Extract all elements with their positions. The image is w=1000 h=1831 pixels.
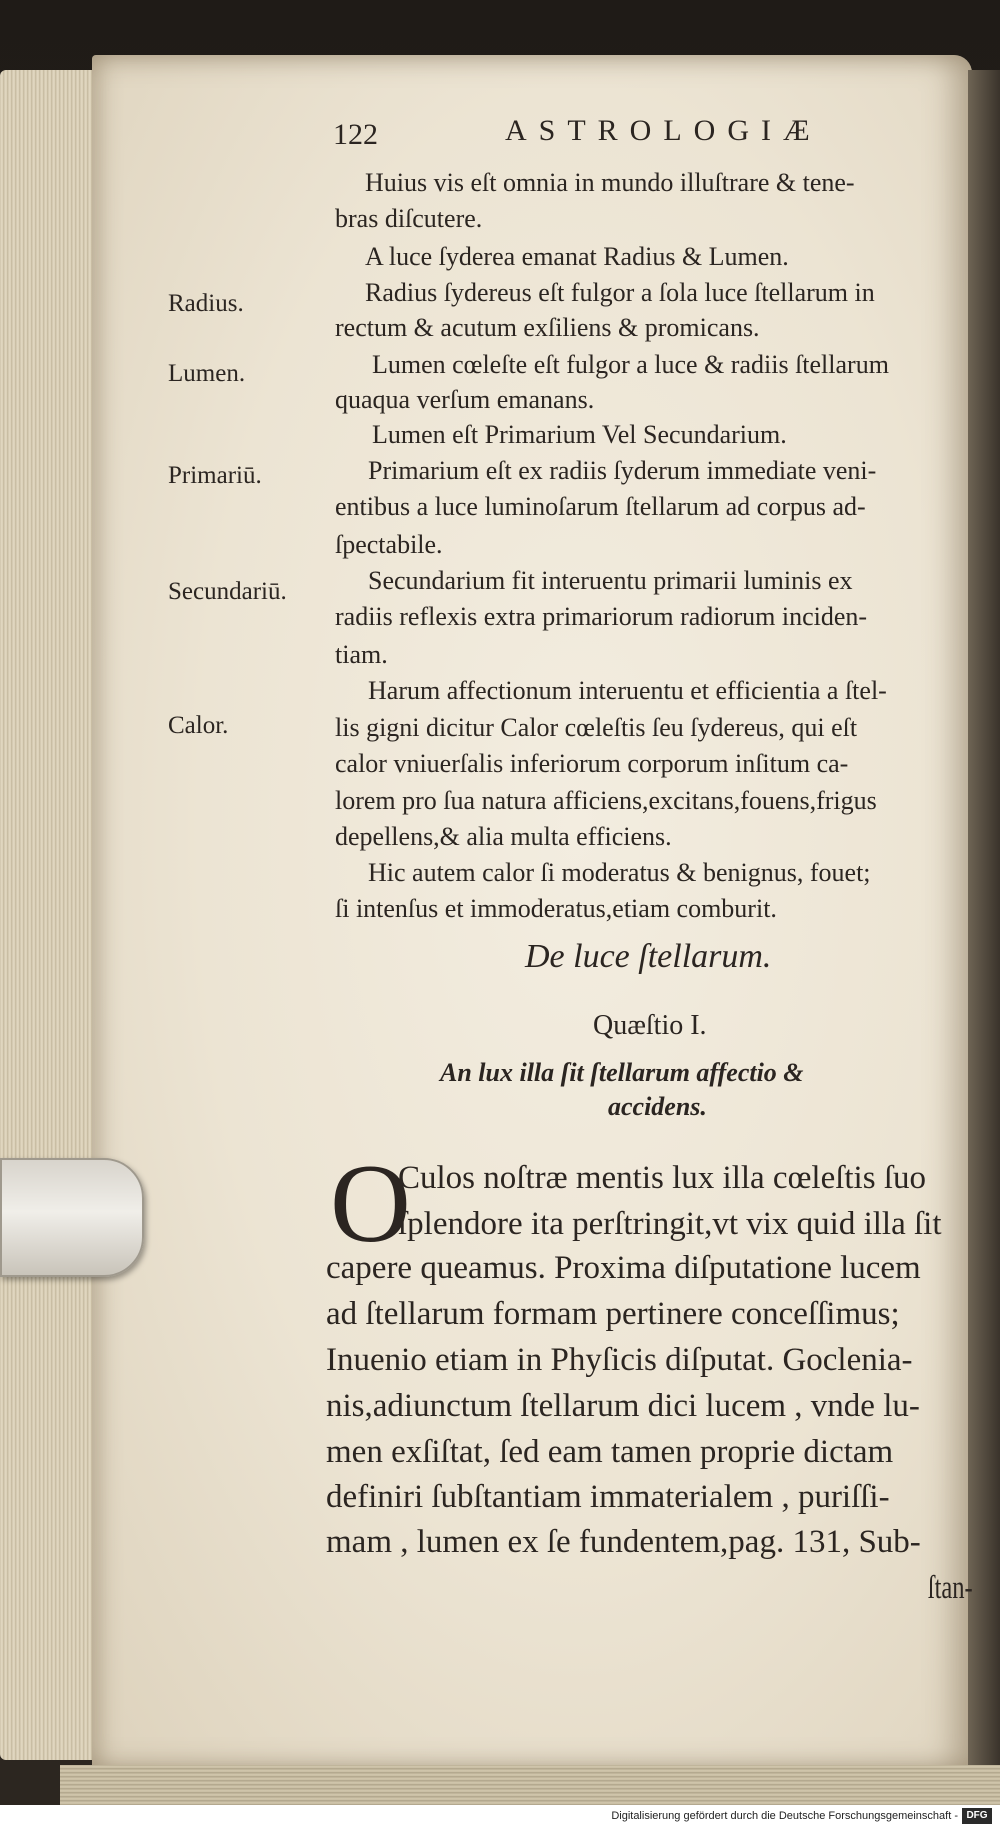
text-line: Radius ſydereus eſt fulgor a ſola luce ſtellarum in bbox=[365, 278, 875, 307]
text-line: Secundarium fit interuentu primarii luminis ex bbox=[368, 566, 853, 595]
text-line: tiam. bbox=[335, 640, 388, 669]
text-line: bras diſcutere. bbox=[335, 204, 483, 233]
dfg-logo: DFG bbox=[962, 1808, 992, 1824]
margin-note-primarium: Primariū. bbox=[168, 462, 262, 489]
text-line: ſpectabile. bbox=[335, 530, 443, 559]
text-line: Huius vis eſt omnia in mundo illuſtrare & tene- bbox=[365, 168, 855, 197]
question-title: An lux illa ſit ſtellarum affectio & bbox=[440, 1058, 804, 1087]
text-line: lis gigni dicitur Calor cœleſtis ſeu ſydereus, qui eſt bbox=[335, 713, 858, 742]
text-line: entibus a luce luminoſarum ſtellarum ad corpus ad- bbox=[335, 492, 866, 521]
body-line: Inuenio etiam in Phyſicis diſputat. Goclenia- bbox=[326, 1342, 913, 1378]
margin-note-calor: Calor. bbox=[168, 712, 229, 739]
question-title-continued: accidens. bbox=[608, 1092, 707, 1121]
drop-cap: O bbox=[330, 1142, 411, 1266]
text-line: lorem pro ſua natura afficiens,excitans,fouens,frigus bbox=[335, 786, 877, 815]
margin-note-radius: Radius. bbox=[168, 290, 244, 317]
margin-note-lumen: Lumen. bbox=[168, 360, 246, 387]
body-line: ſplendore ita perſtringit,vt vix quid illa ſit bbox=[398, 1206, 942, 1242]
text-line: radiis reflexis extra primariorum radiorum inciden- bbox=[335, 602, 868, 631]
page-stack-bottom bbox=[60, 1765, 1000, 1805]
body-line: definiri ſubſtantiam immaterialem , puriſſi- bbox=[326, 1479, 890, 1515]
book-clip bbox=[0, 1158, 144, 1277]
section-title: De luce ſtellarum. bbox=[525, 938, 772, 975]
text-line: Lumen eſt Primarium Vel Secundarium. bbox=[372, 420, 787, 449]
page-number: 122 bbox=[333, 118, 378, 151]
margin-note-secundarium: Secundariū. bbox=[168, 578, 287, 605]
body-line: capere queamus. Proxima diſputatione lucem bbox=[326, 1250, 921, 1286]
body-line: Culos noſtræ mentis lux illa cœleſtis ſuo bbox=[398, 1160, 926, 1196]
body-line: nis,adiunctum ſtellarum dici lucem , vnde lu- bbox=[326, 1388, 920, 1424]
text-line: ſi intenſus et immoderatus,etiam comburit. bbox=[335, 894, 777, 923]
running-head: ASTROLOGIÆ bbox=[505, 114, 822, 147]
body-line-catchword: ſtan- bbox=[927, 1570, 973, 1606]
text-line: rectum & acutum exſiliens & promicans. bbox=[335, 313, 760, 342]
text-line: Primarium eſt ex radiis ſyderum immediate veni- bbox=[368, 456, 877, 485]
binding-shadow bbox=[968, 70, 1000, 1770]
text-line: quaqua verſum emanans. bbox=[335, 385, 595, 414]
text-line: calor vniuerſalis inferiorum corporum inſitum ca- bbox=[335, 749, 849, 778]
body-line: mam , lumen ex ſe fundentem,pag. 131, Sub- bbox=[326, 1524, 921, 1560]
text-line: Hic autem calor ſi moderatus & benignus, fouet; bbox=[368, 858, 871, 887]
body-line: ad ſtellarum formam pertinere conceſſimus; bbox=[326, 1296, 900, 1332]
body-line: men exſiſtat, ſed eam tamen proprie dictam bbox=[326, 1434, 894, 1470]
text-line: depellens,& alia multa efficiens. bbox=[335, 822, 672, 851]
question-number: Quæſtio I. bbox=[593, 1010, 707, 1041]
text-line: Harum affectionum interuentu et efficientia a ſtel- bbox=[368, 676, 887, 705]
page-stack-edge bbox=[0, 70, 95, 1760]
text-line: A luce ſyderea emanat Radius & Lumen. bbox=[365, 242, 789, 271]
digitization-credit: Digitalisierung gefördert durch die Deutsche Forschungsgemeinschaft - bbox=[611, 1810, 958, 1822]
text-line: Lumen cœleſte eſt fulgor a luce & radiis ſtellarum bbox=[372, 350, 889, 379]
